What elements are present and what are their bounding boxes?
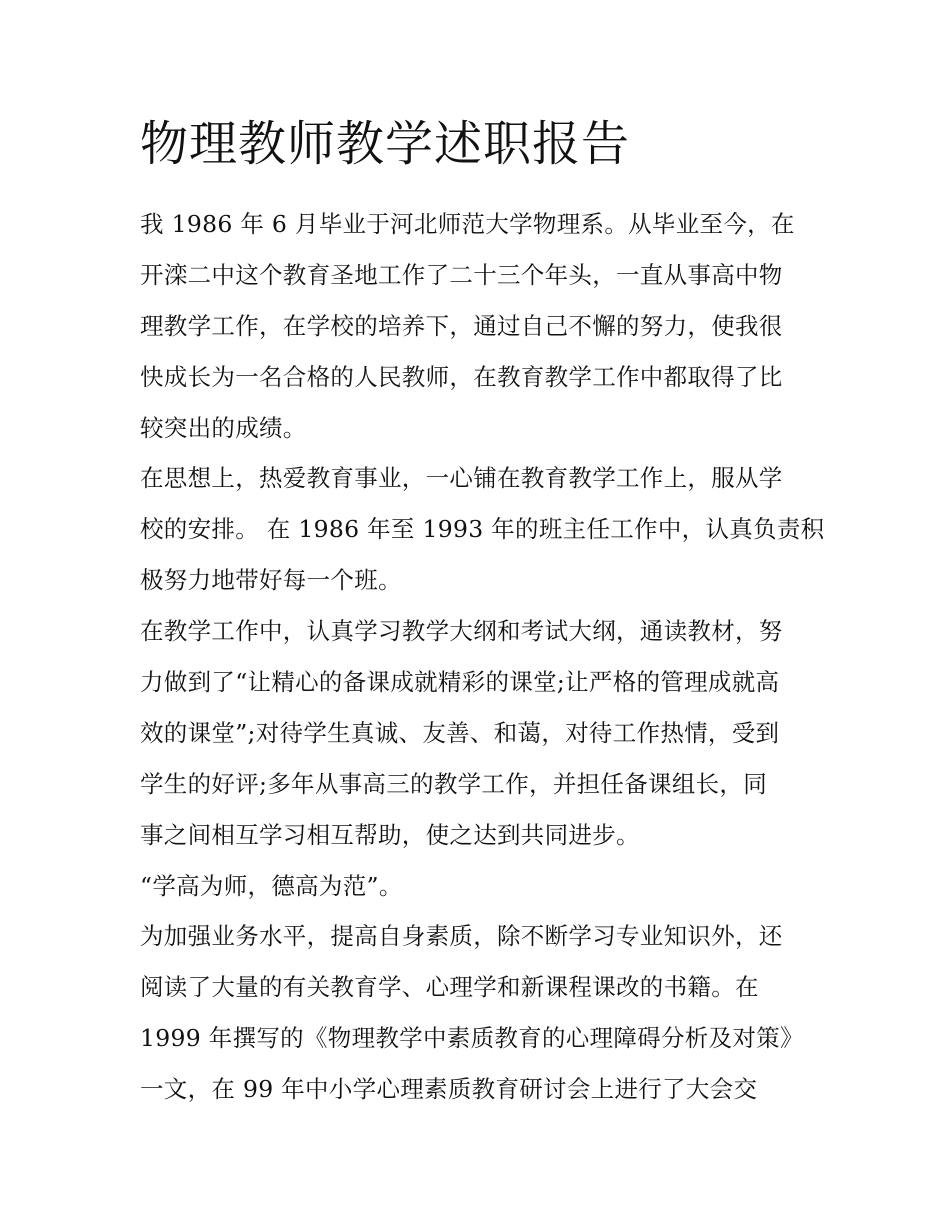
text-line: 事之间相互学习相互帮助，使之达到共同进步。 xyxy=(140,820,640,849)
text-line: 阅读了大量的有关教育学、心理学和新课程课改的书籍。在 xyxy=(140,973,759,1002)
text-line: 为加强业务水平，提高自身素质，除不断学习专业知识外，还 xyxy=(140,922,783,951)
text-line: “学高为师，德高为范”。 xyxy=(140,871,403,900)
text-line: 力做到了“让精心的备课成就精彩的课堂;让严格的管理成就高 xyxy=(140,668,780,697)
text-line: 开滦二中这个教育圣地工作了二十三个年头，一直从事高中物 xyxy=(140,260,783,289)
text-line: 快成长为一名合格的人民教师，在教育教学工作中都取得了比 xyxy=(140,362,783,391)
text-line: 1999 年撰写的《物理教学中素质教育的心理障碍分析及对策》 xyxy=(140,1024,804,1053)
document-title: 物理教师教学述职报告 xyxy=(140,116,631,172)
text-line: 在思想上，热爱教育事业，一心铺在教育教学工作上，服从学 xyxy=(140,464,783,493)
text-line: 一文，在 99 年中小学心理素质教育研讨会上进行了大会交 xyxy=(140,1075,758,1104)
text-line: 较突出的成绩。 xyxy=(140,413,307,442)
text-line: 我 1986 年 6 月毕业于河北师范大学物理系。从毕业至今，在 xyxy=(140,210,795,238)
text-line: 效的课堂”;对待学生真诚、友善、和蔼，对待工作热情，受到 xyxy=(140,718,780,747)
document-body xyxy=(140,202,825,1118)
text-line: 理教学工作，在学校的培养下，通过自己不懈的努力，使我很 xyxy=(140,311,783,340)
text-line: 极努力地带好每一个班。 xyxy=(140,566,402,595)
text-line: 校的安排。 在 1986 年至 1993 年的班主任工作中，认真负责积 xyxy=(140,515,825,544)
text-line: 学生的好评;多年从事高三的教学工作，并担任备课组长，同 xyxy=(140,769,768,798)
text-line: 在教学工作中，认真学习教学大纲和考试大纲，通读教材，努 xyxy=(140,617,783,646)
